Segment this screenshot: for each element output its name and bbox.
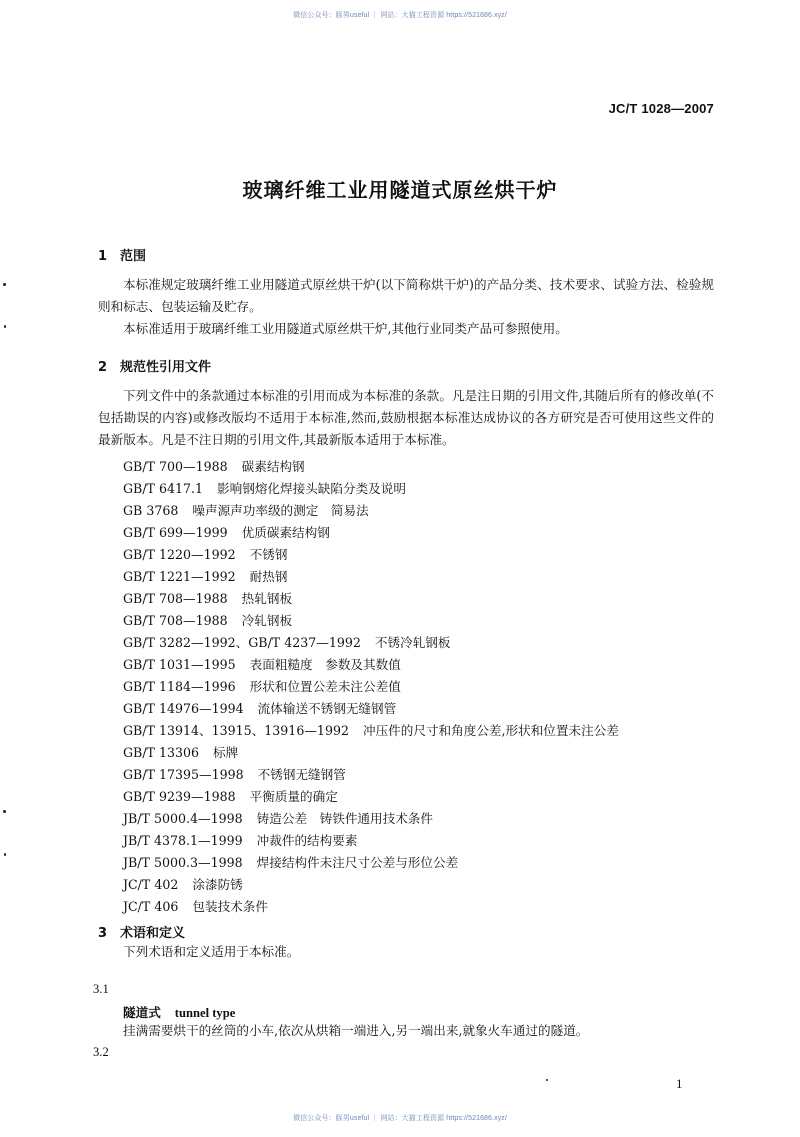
reference-title: 耐热钢 — [249, 569, 288, 584]
section-2-heading — [98, 356, 211, 375]
reference-code: GB/T 1220—1992 — [123, 547, 236, 562]
reference-code: JC/T 402 — [123, 877, 179, 892]
reference-item — [123, 654, 619, 676]
section-1-paragraph-1: 本标准规定玻璃纤维工业用隧道式原丝烘干炉(以下简称烘干炉)的产品分类、技术要求、试验方法、检验规则和标志、包装运输及贮存。 — [98, 277, 714, 314]
reference-code: JB/T 5000.3—1998 — [123, 855, 243, 870]
reference-code: GB/T 14976—1994 — [123, 701, 244, 716]
reference-code: GB/T 708—1988 — [123, 613, 228, 628]
standard-code: JC/T 1028—2007 — [608, 101, 714, 116]
reference-code: GB 3768 — [123, 503, 179, 518]
reference-title: 不锈冷轧钢板 — [374, 635, 451, 650]
reference-item — [123, 456, 619, 478]
reference-item — [123, 852, 619, 874]
reference-title: 噪声源声功率级的测定 简易法 — [192, 503, 369, 518]
reference-item — [123, 742, 619, 764]
reference-title: 热轧钢板 — [241, 591, 293, 606]
reference-code: GB/T 700—1988 — [123, 459, 228, 474]
reference-item — [123, 786, 619, 808]
scan-speck — [3, 810, 6, 813]
reference-title: 冷轧钢板 — [241, 613, 293, 628]
section-2-title: 规范性引用文件 — [120, 360, 212, 375]
scan-speck — [4, 325, 6, 328]
reference-title: 流体输送不锈钢无缝钢管 — [257, 701, 397, 716]
normative-references-list — [123, 456, 619, 918]
reference-item — [123, 808, 619, 830]
reference-item — [123, 610, 619, 632]
reference-item — [123, 478, 619, 500]
reference-item — [123, 676, 619, 698]
reference-code: GB/T 699—1999 — [123, 525, 228, 540]
reference-title: 包装技术条件 — [192, 899, 268, 914]
reference-code: JB/T 5000.4—1998 — [123, 811, 243, 826]
section-3-number: 3 — [98, 926, 108, 941]
section-2-number: 2 — [98, 360, 108, 375]
reference-code: GB/T 1184—1996 — [123, 679, 236, 694]
reference-item — [123, 588, 619, 610]
reference-item — [123, 764, 619, 786]
reference-title: 表面粗糙度 参数及其数值 — [249, 657, 401, 672]
reference-item — [123, 522, 619, 544]
reference-code: GB/T 17395—1998 — [123, 767, 244, 782]
reference-title: 碳素结构钢 — [241, 459, 305, 474]
reference-item — [123, 632, 619, 654]
section-3-title: 术语和定义 — [120, 926, 186, 941]
scan-speck — [3, 283, 6, 286]
page-number: 1 — [676, 1076, 683, 1091]
term-chinese: 隧道式 — [123, 1005, 161, 1020]
reference-item — [123, 500, 619, 522]
section-2-intro: 下列文件中的条款通过本标准的引用而成为本标准的条款。凡是注日期的引用文件,其随后所有的修改单(不包括勘误的内容)或修改版均不适用于本标准,然而,鼓励根据本标准达成协议的各方研究是否可使用这些文件的最新版本。凡是不注日期的引用文件,其最新版本适用于本标准。 — [98, 388, 714, 447]
reference-title: 平衡质量的确定 — [249, 789, 338, 804]
reference-item — [123, 874, 619, 896]
reference-title: 冲裁件的结构要素 — [256, 833, 358, 848]
section-1-paragraph-2: 本标准适用于玻璃纤维工业用隧道式原丝烘干炉,其他行业同类产品可参照使用。 — [123, 321, 568, 336]
reference-item — [123, 698, 619, 720]
reference-code: GB/T 1031—1995 — [123, 657, 236, 672]
reference-title: 焊接结构件未注尺寸公差与形位公差 — [256, 855, 459, 870]
reference-title: 优质碳素结构钢 — [241, 525, 330, 540]
reference-title: 不锈钢无缝钢管 — [257, 767, 346, 782]
reference-item — [123, 720, 619, 742]
reference-code: GB/T 13306 — [123, 745, 200, 760]
reference-title: 冲压件的尺寸和角度公差,形状和位置未注公差 — [362, 723, 619, 738]
watermark-bottom: 微信公众号：豚男useful ｜ 网站：大猫工程资源 https://521686.xyz/ — [293, 1115, 507, 1122]
section-3-heading — [98, 922, 185, 941]
reference-title: 不锈钢 — [249, 547, 288, 562]
reference-code: GB/T 708—1988 — [123, 591, 228, 606]
reference-code: GB/T 13914、13915、13916—1992 — [123, 723, 349, 738]
section-1-heading — [98, 245, 146, 264]
scan-speck — [546, 1079, 548, 1081]
reference-code: GB/T 1221—1992 — [123, 569, 236, 584]
reference-title: 铸造公差 铸铁件通用技术条件 — [256, 811, 433, 826]
watermark-top: 微信公众号：豚男useful ｜ 网站：大猫工程资源 https://521686.xyz/ — [293, 12, 507, 19]
reference-title: 形状和位置公差未注公差值 — [249, 679, 401, 694]
clause-3-1-number: 3.1 — [93, 982, 109, 996]
section-3-intro: 下列术语和定义适用于本标准。 — [123, 944, 300, 959]
reference-item — [123, 830, 619, 852]
reference-code: GB/T 9239—1988 — [123, 789, 236, 804]
term-definition: 挂满需要烘干的丝筒的小车,依次从烘箱一端进入,另一端出来,就象火车通过的隧道。 — [123, 1023, 589, 1038]
clause-3-2-number: 3.2 — [93, 1045, 109, 1059]
page-title: 玻璃纤维工业用隧道式原丝烘干炉 — [242, 178, 558, 202]
term-english: tunnel type — [174, 1006, 236, 1020]
reference-item — [123, 896, 619, 918]
section-1-title: 范围 — [120, 249, 147, 264]
reference-code: JB/T 4378.1—1999 — [123, 833, 243, 848]
reference-item — [123, 544, 619, 566]
reference-item — [123, 566, 619, 588]
scan-speck — [4, 853, 6, 856]
reference-code: GB/T 3282—1992、GB/T 4237—1992 — [123, 635, 361, 650]
reference-code: JC/T 406 — [123, 899, 179, 914]
term-entry — [123, 1002, 235, 1021]
section-1-number: 1 — [98, 249, 108, 264]
reference-title: 影响钢熔化焊接头缺陷分类及说明 — [217, 481, 406, 496]
reference-title: 涂漆防锈 — [192, 877, 243, 892]
reference-title: 标牌 — [213, 745, 239, 760]
reference-code: GB/T 6417.1 — [123, 481, 204, 496]
